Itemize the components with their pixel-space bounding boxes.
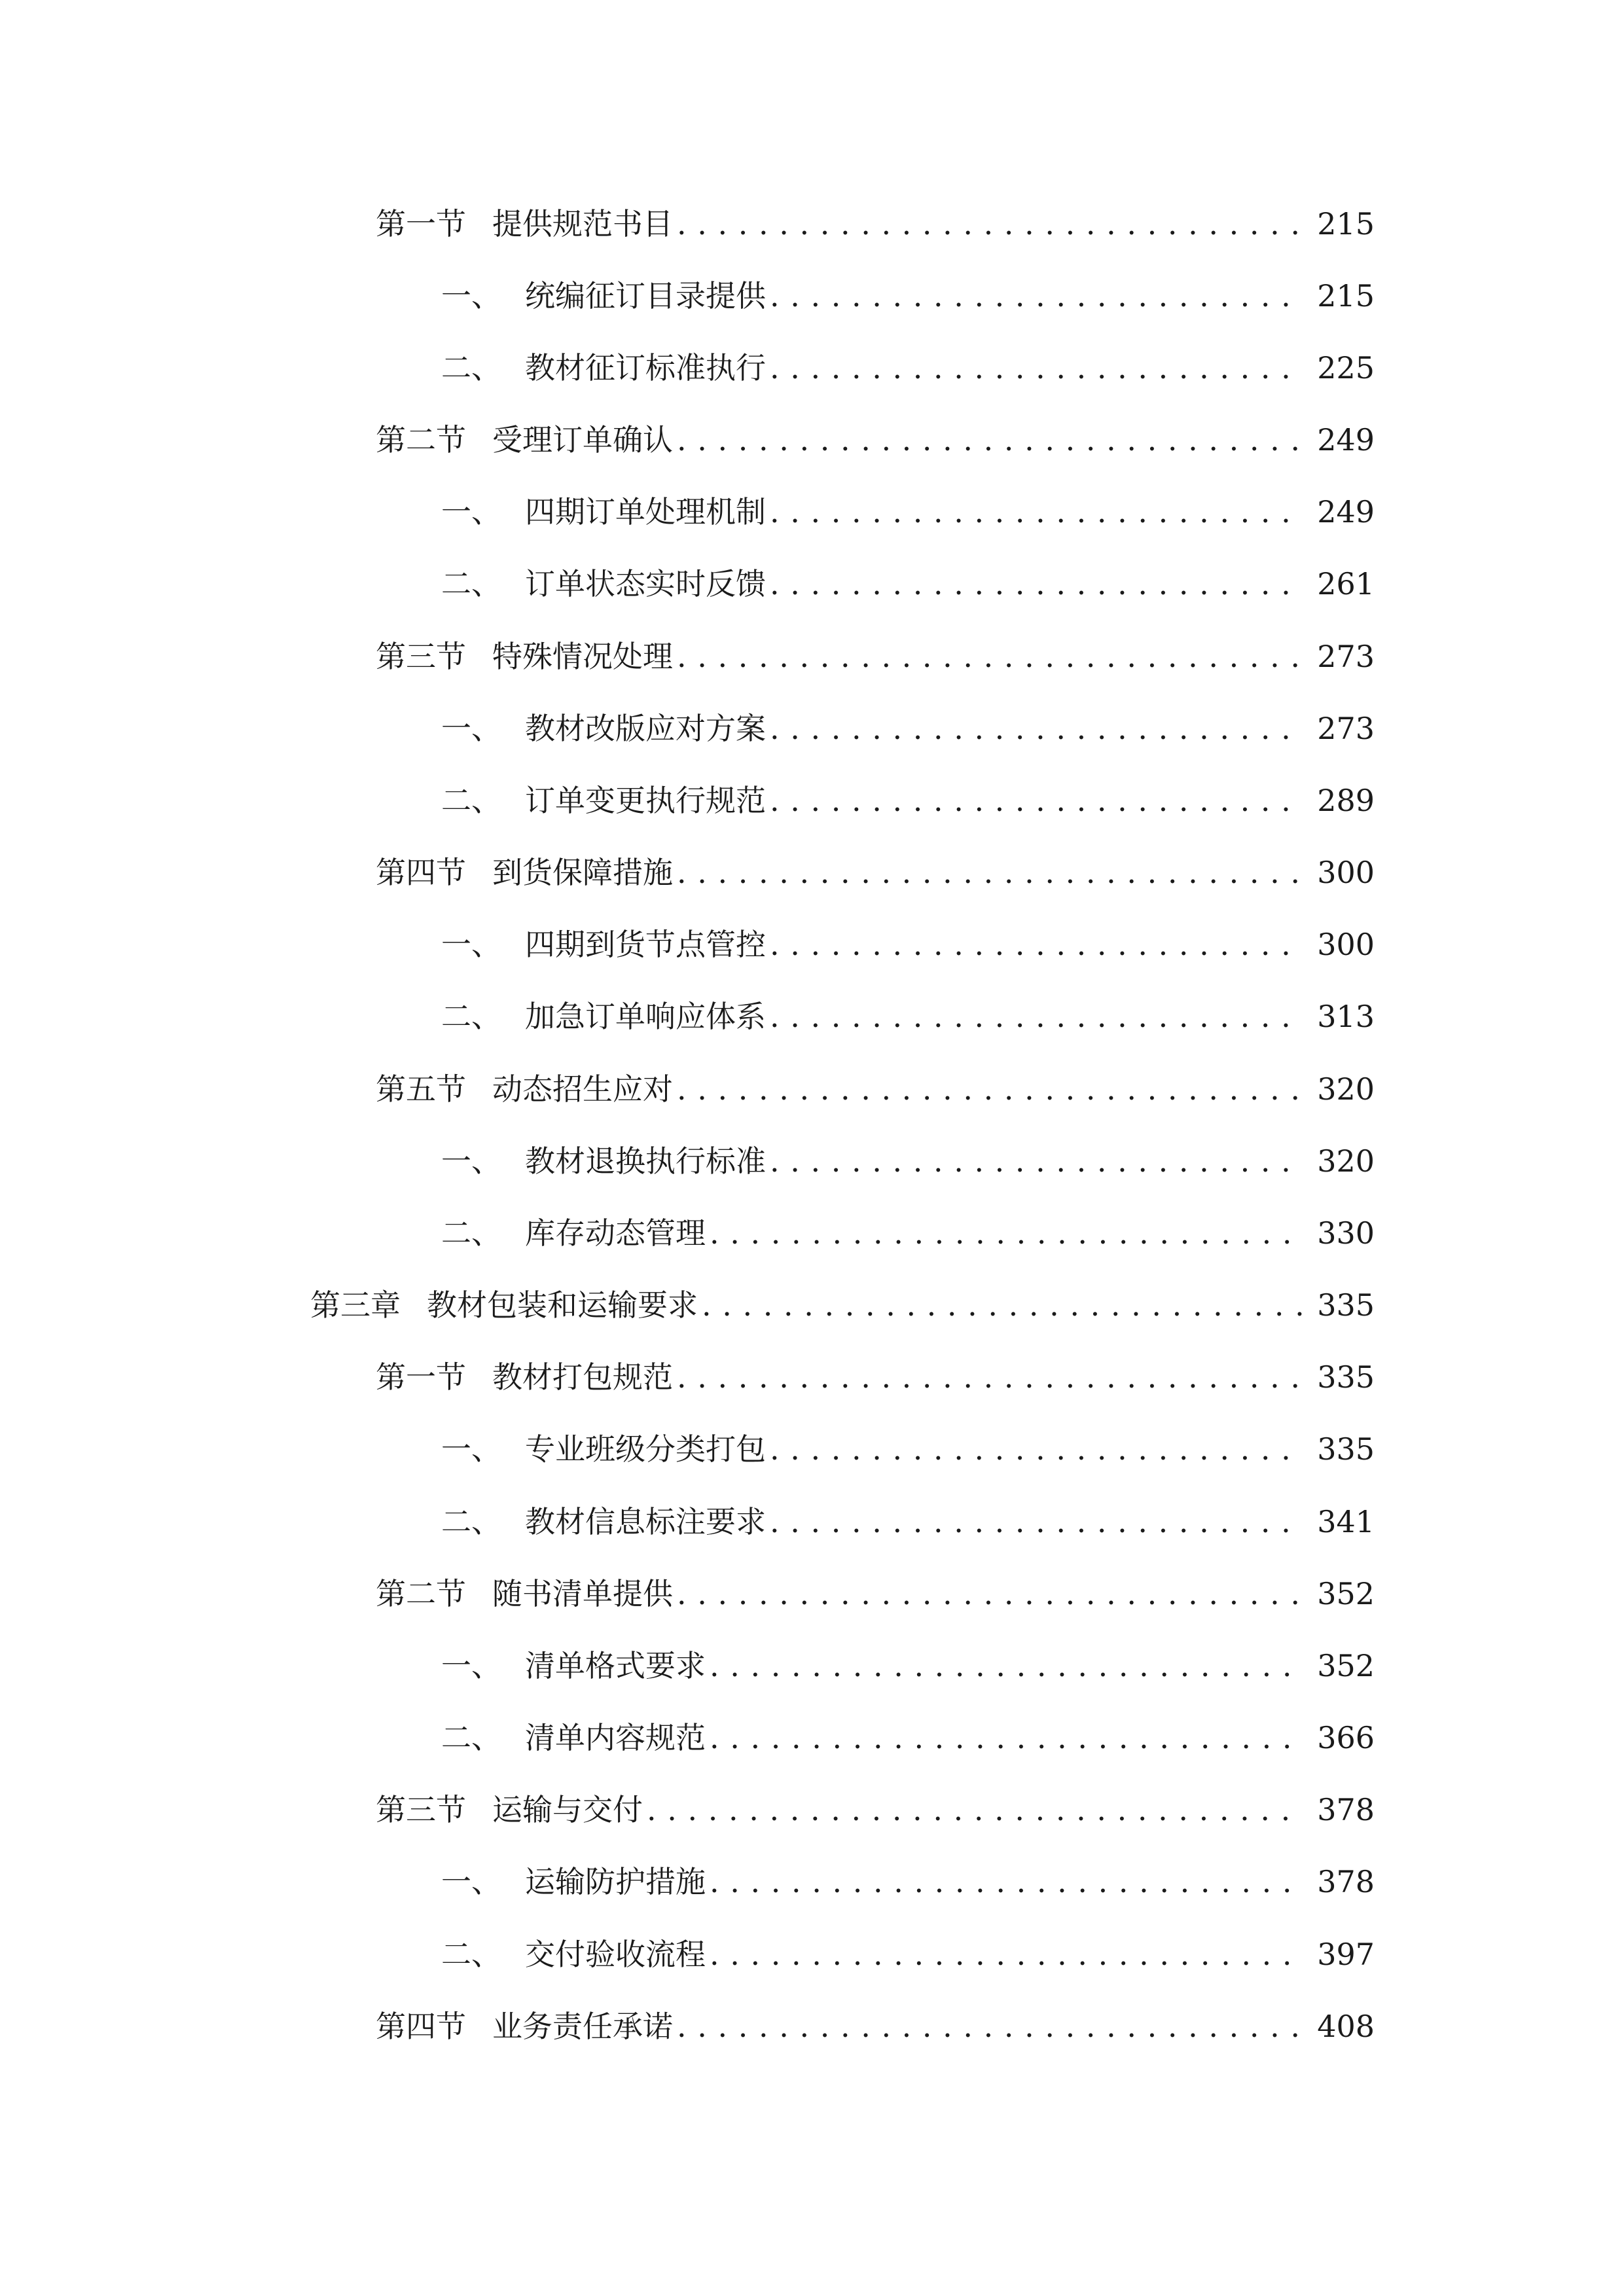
toc-entry-number: 一、 xyxy=(441,1143,501,1179)
toc-entry-title: 运输防护措施 xyxy=(525,1864,706,1899)
toc-entry[interactable] xyxy=(441,1640,1375,1692)
toc-entry-page: 378 xyxy=(1317,1792,1375,1827)
toc-entry-page: 335 xyxy=(1317,1287,1375,1323)
toc-entry[interactable] xyxy=(310,1279,1375,1331)
dot-leader xyxy=(710,1640,1303,1692)
toc-entry-title: 运输与交付 xyxy=(492,1792,643,1827)
dot-leader xyxy=(770,486,1303,538)
toc-entry-title: 四期订单处理机制 xyxy=(525,494,766,529)
dot-leader xyxy=(770,1423,1303,1475)
toc-entry-title: 特殊情况处理 xyxy=(492,639,673,674)
toc-entry[interactable] xyxy=(441,558,1375,610)
toc-entry-page: 289 xyxy=(1317,783,1375,818)
toc-entry-title: 提供规范书目 xyxy=(492,206,673,242)
toc-entry[interactable] xyxy=(441,1135,1375,1187)
toc-entry-number: 第三章 xyxy=(310,1287,401,1323)
toc-entry-title: 专业班级分类打包 xyxy=(525,1431,766,1467)
toc-entry-title: 订单状态实时反馈 xyxy=(525,566,766,601)
toc-entry-page: 408 xyxy=(1317,2009,1375,2044)
toc-entry[interactable] xyxy=(376,198,1375,250)
toc-entry[interactable] xyxy=(376,2000,1375,2053)
toc-entry-number: 二、 xyxy=(441,566,501,601)
toc-entry-page: 273 xyxy=(1317,639,1375,674)
toc-entry-page: 300 xyxy=(1317,855,1375,890)
toc-entry[interactable] xyxy=(441,486,1375,538)
toc-entry-page: 341 xyxy=(1317,1504,1375,1539)
toc-entry[interactable] xyxy=(376,846,1375,899)
dot-leader xyxy=(677,1063,1303,1115)
toc-entry[interactable] xyxy=(376,1568,1375,1620)
dot-leader xyxy=(770,1496,1303,1548)
dot-leader xyxy=(677,1568,1303,1620)
dot-leader xyxy=(710,1928,1303,1981)
toc-entry-title: 订单变更执行规范 xyxy=(525,783,766,818)
toc-entry-number: 一、 xyxy=(441,1648,501,1683)
dot-leader xyxy=(770,702,1303,755)
toc-entry-number: 一、 xyxy=(441,494,501,529)
toc-entry-title: 清单格式要求 xyxy=(525,1648,706,1683)
toc-entry-number: 第四节 xyxy=(376,855,466,890)
toc-entry-number: 二、 xyxy=(441,350,501,386)
toc-entry-title: 交付验收流程 xyxy=(525,1937,706,1972)
toc-entry-title: 清单内容规范 xyxy=(525,1720,706,1755)
toc-entry[interactable] xyxy=(441,990,1375,1043)
dot-leader xyxy=(677,414,1303,466)
toc-entry[interactable] xyxy=(441,918,1375,971)
toc-entry-page: 300 xyxy=(1317,927,1375,962)
toc-entry-number: 二、 xyxy=(441,1720,501,1755)
toc-entry-page: 352 xyxy=(1317,1648,1375,1683)
toc-entry-title: 受理订单确认 xyxy=(492,422,673,457)
toc-entry-page: 249 xyxy=(1317,422,1375,457)
dot-leader xyxy=(677,630,1303,683)
toc-entry-title: 统编征订目录提供 xyxy=(525,278,766,314)
toc-entry-number: 一、 xyxy=(441,278,501,314)
dot-leader xyxy=(677,1351,1303,1403)
toc-entry-title: 到货保障措施 xyxy=(492,855,673,890)
toc-entry-page: 320 xyxy=(1317,1071,1375,1107)
toc-entry-title: 随书清单提供 xyxy=(492,1576,673,1611)
toc-entry-number: 二、 xyxy=(441,1215,501,1251)
toc-entry[interactable] xyxy=(376,1351,1375,1403)
dot-leader xyxy=(770,990,1303,1043)
dot-leader xyxy=(677,198,1303,250)
toc-entry[interactable] xyxy=(441,1207,1375,1259)
toc-entry[interactable] xyxy=(376,1784,1375,1836)
toc-entry-number: 二、 xyxy=(441,1504,501,1539)
toc-entry-number: 第四节 xyxy=(376,2009,466,2044)
toc-entry-page: 397 xyxy=(1317,1937,1375,1972)
toc-entry-page: 273 xyxy=(1317,711,1375,746)
toc-entry-page: 320 xyxy=(1317,1143,1375,1179)
toc-entry-number: 一、 xyxy=(441,1864,501,1899)
toc-entry[interactable] xyxy=(441,702,1375,755)
toc-entry-number: 第三节 xyxy=(376,639,466,674)
dot-leader xyxy=(710,1712,1303,1764)
toc-entry[interactable] xyxy=(441,342,1375,394)
toc-entry-page: 366 xyxy=(1317,1720,1375,1755)
dot-leader xyxy=(770,918,1303,971)
toc-entry-title: 教材包装和运输要求 xyxy=(427,1287,698,1323)
toc-entry[interactable] xyxy=(441,1856,1375,1908)
toc-entry-title: 教材打包规范 xyxy=(492,1359,673,1395)
toc-entry[interactable] xyxy=(376,414,1375,466)
toc-entry[interactable] xyxy=(441,774,1375,827)
dot-leader xyxy=(710,1207,1303,1259)
toc-entry-title: 教材退换执行标准 xyxy=(525,1143,766,1179)
toc-entry-title: 动态招生应对 xyxy=(492,1071,673,1107)
toc-entry-page: 215 xyxy=(1317,278,1375,314)
toc-entry-page: 335 xyxy=(1317,1359,1375,1395)
toc-entry[interactable] xyxy=(441,1496,1375,1548)
dot-leader xyxy=(647,1784,1303,1836)
toc-entry-page: 215 xyxy=(1317,206,1375,242)
dot-leader xyxy=(710,1856,1303,1908)
toc-entry-page: 335 xyxy=(1317,1431,1375,1467)
toc-entry-number: 一、 xyxy=(441,927,501,962)
toc-entry[interactable] xyxy=(376,630,1375,683)
toc-entry-title: 教材改版应对方案 xyxy=(525,711,766,746)
toc-entry-number: 一、 xyxy=(441,1431,501,1467)
toc-entry[interactable] xyxy=(441,1423,1375,1475)
toc-entry-title: 四期到货节点管控 xyxy=(525,927,766,962)
dot-leader xyxy=(677,2000,1303,2053)
toc-entry-title: 库存动态管理 xyxy=(525,1215,706,1251)
dot-leader xyxy=(770,558,1303,610)
dot-leader xyxy=(770,342,1303,394)
dot-leader xyxy=(677,846,1303,899)
toc-entry-page: 378 xyxy=(1317,1864,1375,1899)
toc-entry-number: 二、 xyxy=(441,783,501,818)
dot-leader xyxy=(702,1279,1303,1331)
dot-leader xyxy=(770,774,1303,827)
toc-entry-page: 261 xyxy=(1317,566,1375,601)
toc-entry-page: 352 xyxy=(1317,1576,1375,1611)
toc-entry-number: 第五节 xyxy=(376,1071,466,1107)
toc-entry-number: 一、 xyxy=(441,711,501,746)
toc-entry-number: 第一节 xyxy=(376,206,466,242)
toc-entry-page: 225 xyxy=(1317,350,1375,386)
toc-entry-page: 249 xyxy=(1317,494,1375,529)
toc-entry-number: 第二节 xyxy=(376,422,466,457)
toc-entry[interactable] xyxy=(376,1063,1375,1115)
toc-entry-number: 第一节 xyxy=(376,1359,466,1395)
toc-entry[interactable] xyxy=(441,1928,1375,1981)
toc-entry-title: 业务责任承诺 xyxy=(492,2009,673,2044)
toc-entry-title: 教材征订标准执行 xyxy=(525,350,766,386)
dot-leader xyxy=(770,1135,1303,1187)
toc-entry[interactable] xyxy=(441,1712,1375,1764)
toc-entry-number: 第二节 xyxy=(376,1576,466,1611)
toc-entry-title: 加急订单响应体系 xyxy=(525,999,766,1034)
toc-entry[interactable] xyxy=(441,270,1375,322)
dot-leader xyxy=(770,270,1303,322)
toc-entry-page: 313 xyxy=(1317,999,1375,1034)
toc-entry-title: 教材信息标注要求 xyxy=(525,1504,766,1539)
toc-entry-number: 二、 xyxy=(441,999,501,1034)
toc-entry-number: 第三节 xyxy=(376,1792,466,1827)
toc-entry-number: 二、 xyxy=(441,1937,501,1972)
toc-entry-page: 330 xyxy=(1317,1215,1375,1251)
